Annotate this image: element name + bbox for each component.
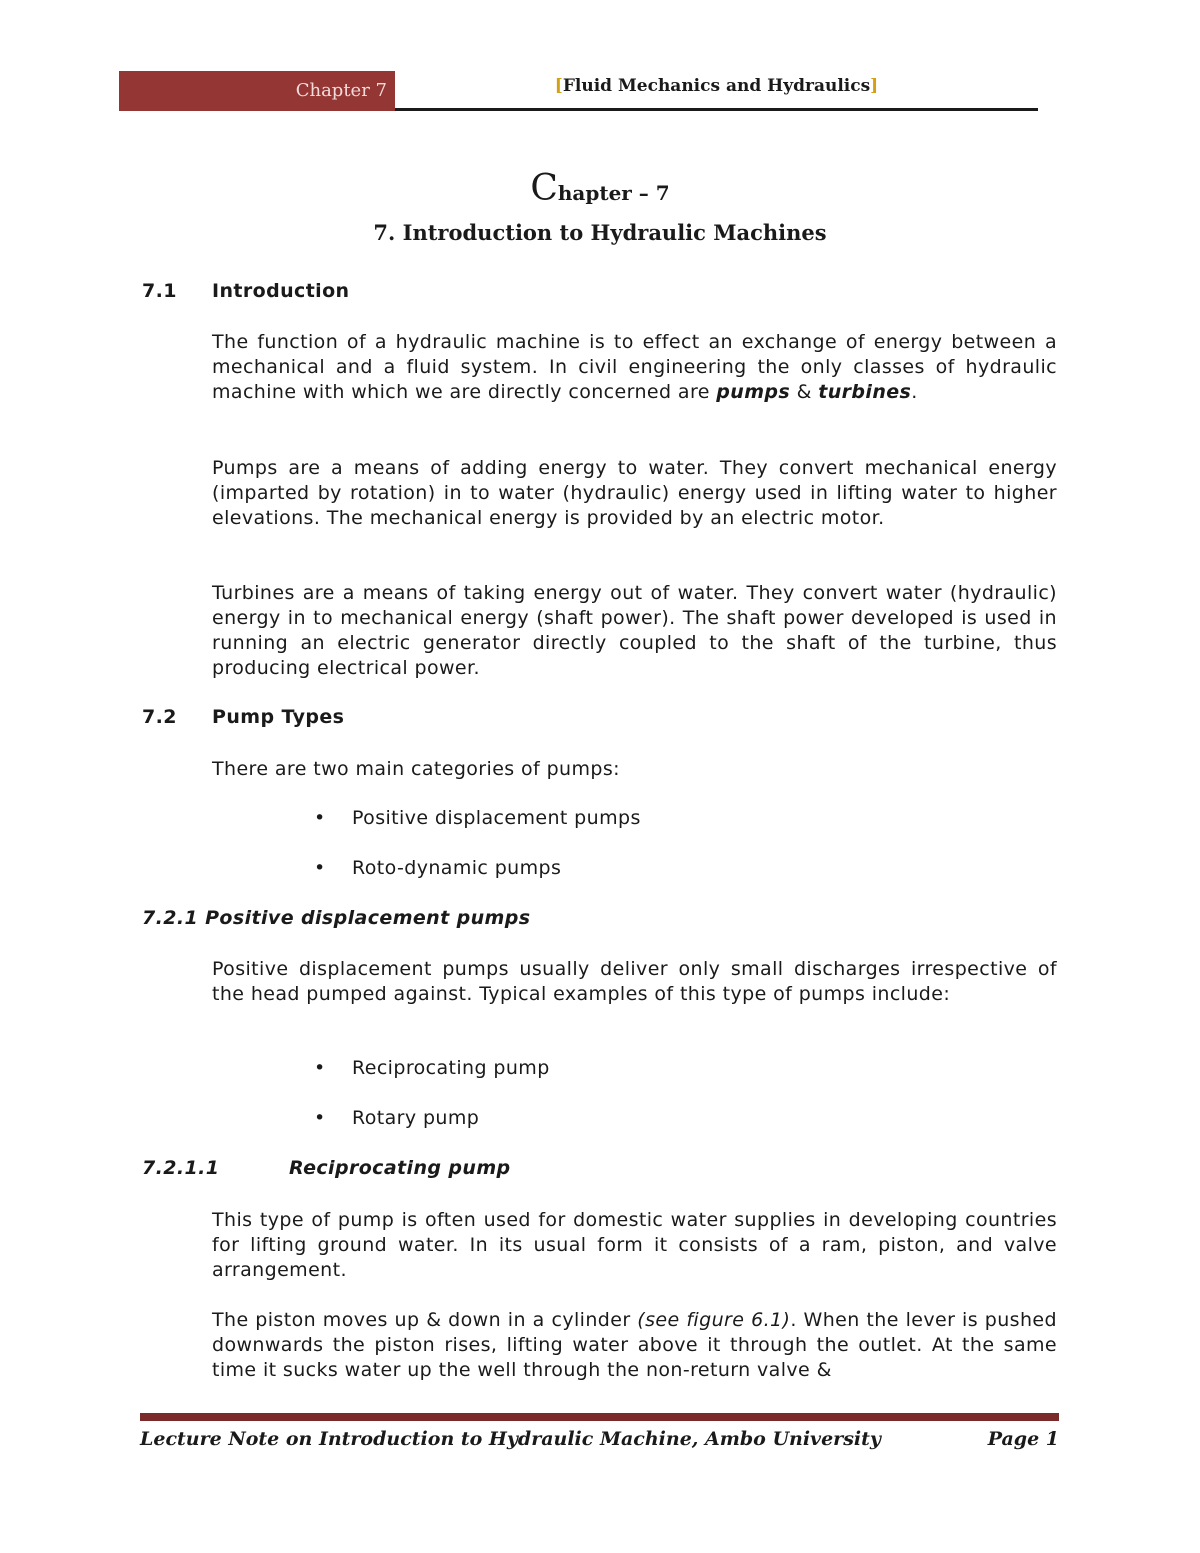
list-item-text: Roto-dynamic pumps [352, 857, 562, 879]
list-item-text: Positive displacement pumps [352, 807, 641, 829]
paragraph-piston-text-cont: . When the lever is pushed downwards the piston rises, lifting water above it through the outlet. At the same time it sucks water up the well through the non-return valve & [212, 1309, 1057, 1381]
list-item [314, 857, 814, 883]
header-bracket-close: ] [870, 76, 879, 96]
section-7-2-heading [142, 706, 542, 732]
header-book-title-text: Fluid Mechanics and Hydraulics [562, 76, 871, 96]
section-title: Introduction [212, 280, 350, 302]
paragraph-piston-text: The piston moves up & down in a cylinder [212, 1309, 638, 1331]
list-item [314, 1057, 814, 1083]
section-title: Pump Types [212, 706, 345, 728]
section-7-2-1-heading: 7.2.1 Positive displacement pumps [142, 907, 531, 929]
list-item-text: Rotary pump [352, 1107, 480, 1129]
section-title: Reciprocating pump [289, 1157, 511, 1179]
page-number: Page 1 [987, 1428, 1059, 1450]
paragraph-pump-categories: There are two main categories of pumps: [212, 758, 620, 780]
figure-reference: (see figure 6.1) [637, 1309, 791, 1331]
paragraph-intro [212, 330, 1057, 405]
chapter-subtitle: 7. Introduction to Hydraulic Machines [373, 220, 827, 245]
list-item [314, 1107, 814, 1133]
header-book-title [395, 76, 1038, 96]
list-item-text: Reciprocating pump [352, 1057, 550, 1079]
paragraph-turbines: Turbines are a means of taking energy out of water. They convert water (hydraulic) energy in to mechanical energy (shaft power). The shaft power developed is used in running an electric generator directly coupled to the shaft of the turbine, thus producing electrical power. [212, 582, 1057, 679]
chapter-heading-rest: hapter – 7 [557, 181, 670, 205]
chapter-heading [0, 168, 1200, 209]
footer-note: Lecture Note on Introduction to Hydraulic Machine, Ambo University [140, 1428, 881, 1450]
footer-rule [140, 1413, 1059, 1421]
section-number: 7.1 [142, 280, 177, 302]
bullet-icon: • [314, 1107, 326, 1129]
section-7-2-1-1-heading [142, 1157, 742, 1183]
header-bracket-open: [ [554, 76, 563, 96]
bullet-icon: • [314, 807, 326, 829]
chapter-drop-letter: C [530, 168, 558, 209]
paragraph-pumps: Pumps are a means of adding energy to water. They convert mechanical energy (imparted by rotation) in to water (hydraulic) energy used in lifting water to higher elevations. The mechanical energy is provided by an electric motor. [212, 457, 1057, 529]
section-number: 7.2.1.1 [142, 1157, 220, 1179]
bullet-icon: • [314, 1057, 326, 1079]
bullet-icon: • [314, 857, 326, 879]
term-pumps: pumps [716, 381, 791, 403]
term-turbines: turbines [818, 381, 912, 403]
paragraph-reciprocating: This type of pump is often used for domestic water supplies in developing countries for lifting ground water. In its usual form it consists of a ram, piston, and valve arrangement. [212, 1209, 1057, 1281]
paragraph-positive-displacement: Positive displacement pumps usually deliver only small discharges irrespective of the head pumped against. Typical examples of this type of pumps include: [212, 958, 1057, 1005]
header-rule [395, 108, 1038, 111]
paragraph-end: . [911, 381, 918, 403]
list-item [314, 807, 814, 833]
paragraph-intro-text: The function of a hydraulic machine is to effect an exchange of energy between a mechanical and a fluid system. In civil engineering the only classes of hydraulic machine with which we are directly concerned are [212, 331, 1057, 403]
section-7-1-heading [142, 280, 542, 306]
header-chapter-label: Chapter 7 [295, 80, 387, 101]
section-number: 7.2 [142, 706, 177, 728]
paragraph-piston [212, 1308, 1057, 1383]
paragraph-amp: & [790, 381, 819, 403]
